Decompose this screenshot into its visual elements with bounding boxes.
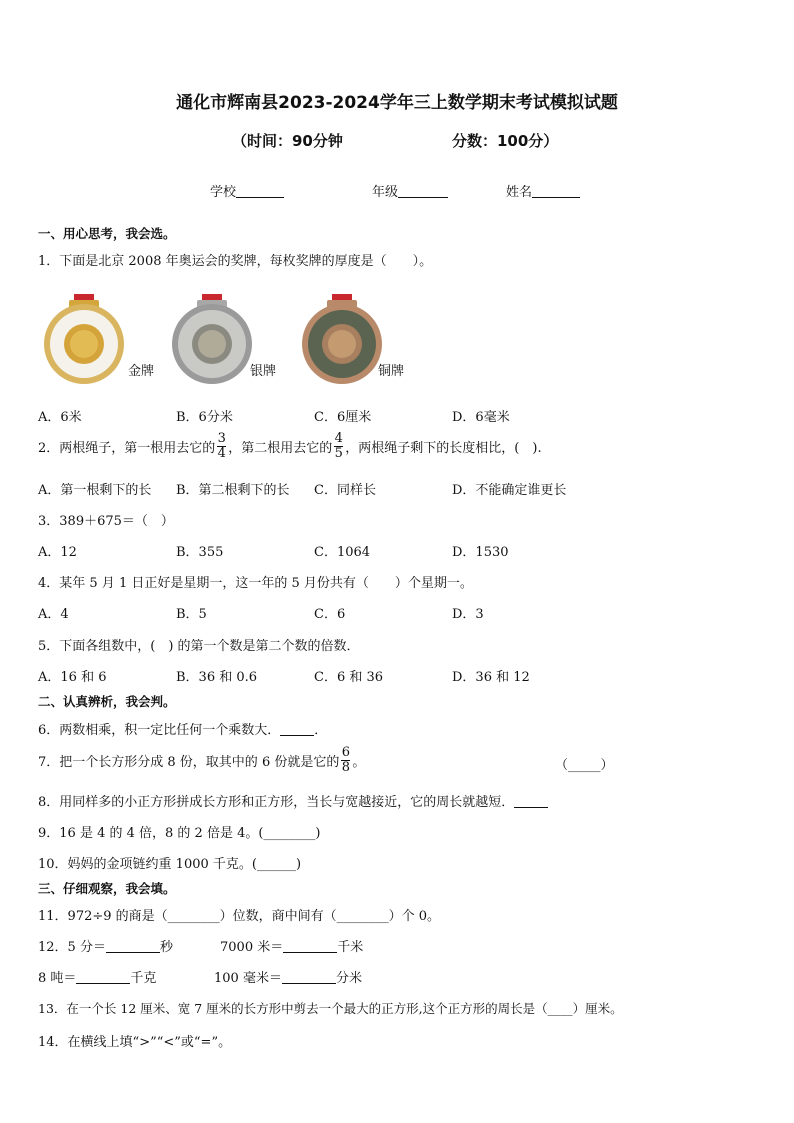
- question-4: 4．某年 5 月 1 日正好是星期一，这一年的 5 月份共有（ ）个星期一。: [38, 576, 473, 591]
- name-field: [506, 181, 580, 200]
- q2-option-a[interactable]: A．第一根剩下的长: [38, 483, 152, 498]
- q2-option-d[interactable]: D．不能确定谁更长: [452, 483, 567, 498]
- q12-c-label: 8 吨＝: [38, 971, 77, 986]
- q12-a-blank[interactable]: [106, 939, 160, 953]
- q12-d-label: 100 毫米＝: [214, 971, 282, 986]
- exam-score: 分数：100分）: [452, 132, 559, 150]
- q1-option-b[interactable]: B．6分米: [176, 410, 233, 425]
- q3-option-a[interactable]: A．12: [38, 545, 77, 560]
- question-12-part-d: [214, 967, 362, 986]
- question-7: [38, 746, 365, 775]
- page-title: 通化市辉南县2023-2024学年三上数学期末考试模拟试题: [176, 93, 618, 113]
- question-13: 13．在一个长 12 厘米、宽 7 厘米的长方形中剪去一个最大的正方形,这个正方形的周长是（____）厘米。: [38, 1001, 623, 1016]
- q2-f2-numerator: 4: [334, 431, 343, 446]
- name-label: 姓名: [506, 185, 533, 200]
- q7-prefix: 7．把一个长方形分成 8 份，取其中的 6 份就是它的: [38, 755, 340, 770]
- school-field: [210, 181, 284, 200]
- q5-option-c[interactable]: C．6 和 36: [314, 670, 384, 685]
- q12-b-label: 7000 米＝: [220, 940, 284, 955]
- question-10: 10．妈妈的金项链约重 1000 千克。(______): [38, 857, 302, 872]
- q4-option-a[interactable]: A．4: [38, 607, 69, 622]
- q6-text: 6．两数相乘，积一定比任何一个乘数大．: [38, 723, 281, 738]
- question-12-part-b: [220, 936, 363, 955]
- q5-option-b[interactable]: B．36 和 0.6: [176, 670, 258, 685]
- q3-option-c[interactable]: C．1064: [314, 545, 371, 560]
- grade-blank[interactable]: [398, 183, 448, 198]
- q6-end: ．: [314, 723, 328, 738]
- q2-fraction-2: [334, 432, 343, 461]
- question-8: [38, 791, 548, 810]
- q4-option-c[interactable]: C．6: [314, 607, 346, 622]
- q7-denominator: 8: [341, 760, 350, 775]
- section-2-heading: 二、认真辨析，我会判。: [38, 694, 176, 709]
- q7-numerator: 6: [341, 745, 350, 760]
- q8-answer-blank[interactable]: [514, 794, 548, 808]
- q8-text: 8．用同样多的小正方形拼成长方形和正方形，当长与宽越接近，它的周长就越短．: [38, 795, 515, 810]
- q2-f1-numerator: 3: [217, 431, 226, 446]
- q2-mid: ，第二根用去它的: [228, 441, 333, 456]
- q5-option-d[interactable]: D．36 和 12: [452, 670, 530, 685]
- grade-label: 年级: [372, 185, 399, 200]
- question-6: [38, 719, 327, 738]
- q2-f1-denominator: 4: [217, 446, 226, 461]
- q2-suffix: ，两根绳子剩下的长度相比，( ).: [345, 441, 542, 456]
- question-5: 5．下面各组数中，( ) 的第一个数是第二个数的倍数．: [38, 639, 360, 654]
- q12-d-blank[interactable]: [282, 970, 336, 984]
- q2-option-c[interactable]: C．同样长: [314, 483, 376, 498]
- q1-option-d[interactable]: D．6毫米: [452, 410, 510, 425]
- school-label: 学校: [210, 185, 237, 200]
- gold-medal-label: 金牌: [128, 364, 155, 379]
- q2-f2-denominator: 5: [334, 446, 343, 461]
- name-blank[interactable]: [532, 183, 580, 198]
- q7-fraction: [341, 746, 350, 775]
- question-14: 14．在横线上填“>”“<”或“=”。: [38, 1035, 232, 1050]
- q7-suffix: 。: [352, 755, 366, 770]
- q5-option-a[interactable]: A．16 和 6: [38, 670, 107, 685]
- q7-answer-blank[interactable]: （_____）: [555, 758, 614, 773]
- bronze-medal-image: [296, 294, 388, 390]
- q2-prefix: 2．两根绳子，第一根用去它的: [38, 441, 216, 456]
- q12-d-unit: 分米: [335, 971, 362, 986]
- q12-b-unit: 千米: [337, 940, 364, 955]
- q1-option-a[interactable]: A．6米: [38, 410, 82, 425]
- section-3-heading: 三、仔细观察，我会填。: [38, 881, 176, 896]
- bronze-medal-label: 铜牌: [378, 364, 405, 379]
- q12-a-unit: 秒: [159, 940, 173, 955]
- school-blank[interactable]: [236, 183, 284, 198]
- gold-medal-image: [38, 294, 130, 390]
- silver-medal-label: 银牌: [250, 364, 277, 379]
- question-12-part-a: [38, 936, 173, 955]
- question-9: 9．16 是 4 的 4 倍，8 的 2 倍是 4。(________): [38, 826, 321, 841]
- q2-fraction-1: [217, 432, 226, 461]
- q3-option-d[interactable]: D．1530: [452, 545, 509, 560]
- grade-field: [372, 181, 448, 200]
- q2-option-b[interactable]: B．第二根剩下的长: [176, 483, 290, 498]
- question-1: 1．下面是北京 2008 年奥运会的奖牌，每枚奖牌的厚度是（ ）。: [38, 254, 433, 269]
- section-1-heading: 一、用心思考，我会选。: [38, 226, 176, 241]
- q12-a-label: 12．5 分＝: [38, 940, 106, 955]
- question-2: [38, 432, 542, 461]
- q12-b-blank[interactable]: [283, 939, 337, 953]
- silver-medal-image: [166, 294, 258, 390]
- q1-option-c[interactable]: C．6厘米: [314, 410, 372, 425]
- question-12-part-c: [38, 967, 156, 986]
- q4-option-b[interactable]: B．5: [176, 607, 207, 622]
- question-3: 3．389＋675＝（ ）: [38, 514, 174, 529]
- question-11: 11．972÷9 的商是（________）位数，商中间有（________）个 0。: [38, 909, 441, 924]
- q4-option-d[interactable]: D．3: [452, 607, 484, 622]
- q6-answer-blank[interactable]: [280, 722, 314, 736]
- q3-option-b[interactable]: B．355: [176, 545, 224, 560]
- q12-c-blank[interactable]: [76, 970, 130, 984]
- q12-c-unit: 千克: [130, 971, 157, 986]
- exam-time: （时间：90分钟: [232, 132, 343, 150]
